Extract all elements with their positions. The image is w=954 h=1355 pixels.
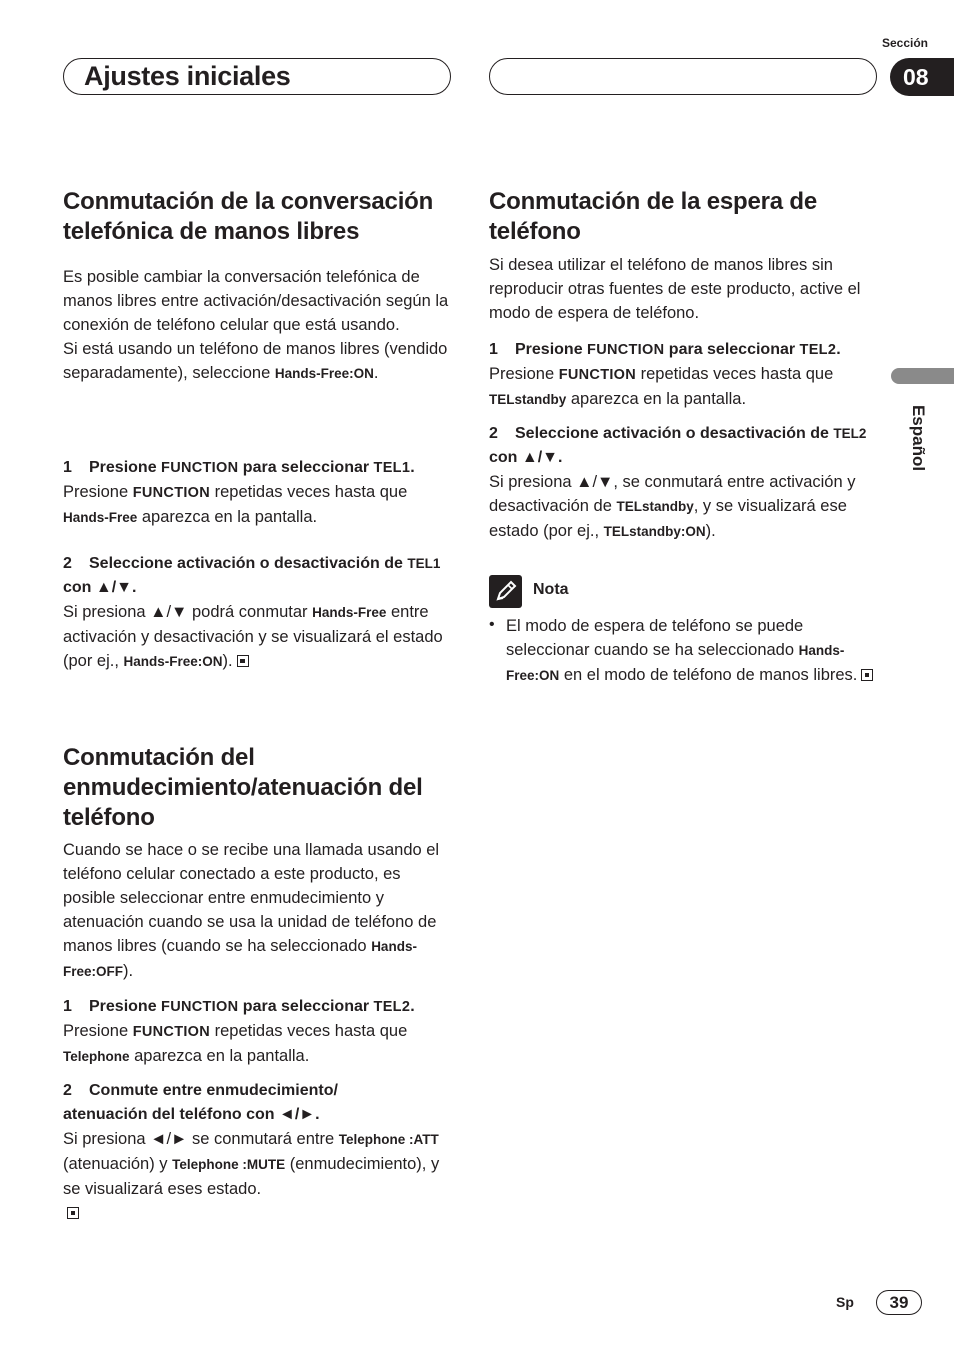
pencil-icon: [489, 575, 522, 608]
step-number: 2: [489, 425, 498, 442]
step-heading: [489, 338, 889, 362]
paragraph: [63, 1127, 449, 1225]
display-text: Hands-Free:ON: [274, 366, 374, 381]
display-text: Hands-Free:ON: [506, 643, 845, 683]
text: Si presiona ▲/▼, se conmutará entre activación y desactivación de: [489, 473, 856, 515]
step-number: 2: [63, 555, 72, 572]
display-text: TEL1: [407, 556, 441, 571]
step-heading: [63, 456, 455, 480]
display-text: Hands-Free:ON: [123, 654, 223, 669]
paragraph: [63, 838, 455, 984]
end-of-section-icon: [67, 1207, 79, 1219]
text: Presione: [89, 459, 162, 476]
display-text: Hands-Free: [63, 510, 138, 525]
step-number: 2: [63, 1082, 72, 1099]
display-text: TEL2: [373, 999, 411, 1015]
text: Si presiona ▲/▼ podrá conmutar: [63, 603, 313, 621]
paragraph: [63, 600, 455, 674]
bullet: •: [489, 616, 495, 633]
step-heading: [63, 995, 455, 1019]
footer-language-code: Sp: [836, 1294, 854, 1310]
text: para seleccionar: [664, 341, 800, 358]
display-text: TELstandby: [489, 392, 567, 407]
text: aparezca en la pantalla.: [129, 1047, 310, 1065]
text: , y se visualizará ese estado (por ej.,: [489, 497, 847, 540]
display-text: Hands-Free: [312, 605, 387, 620]
page-title: Ajustes iniciales: [84, 61, 291, 91]
paragraph: [63, 480, 455, 530]
text: El modo de espera de teléfono se puede seleccionar cuando se ha seleccionado: [506, 617, 804, 659]
text: con ▲/▼.: [489, 449, 563, 466]
note-pencil-icon: [489, 575, 522, 608]
paragraph: [63, 1019, 455, 1069]
display-text: TELstandby:ON: [603, 524, 706, 539]
text: repetidas veces hasta que: [210, 1022, 408, 1040]
end-of-section-icon: [237, 655, 249, 667]
button-name: FUNCTION: [132, 485, 211, 501]
text: Si está usando un teléfono de manos libres (vendido separadamente), seleccione: [63, 340, 448, 382]
text: Si presiona ◄/► se conmutará entre: [63, 1130, 339, 1148]
display-text: TEL2: [799, 342, 837, 358]
text: entre activación y desactivación y se visualizará el estado (por ej.,: [63, 603, 443, 670]
text: .: [410, 459, 415, 476]
display-text: TEL2: [833, 426, 867, 441]
text: ).: [222, 652, 233, 670]
text: aparezca en la pantalla.: [137, 508, 318, 526]
paragraph: [63, 265, 455, 386]
display-text: TEL1: [373, 460, 411, 476]
button-name: FUNCTION: [161, 460, 239, 476]
section-number-badge: [890, 58, 954, 96]
text: (enmudecimiento), y se visualizará eses estado.: [63, 1155, 440, 1198]
text: Cuando se hace o se recibe una llamada usando el teléfono celular conectado a este producto, es posible seleccionar entre enmudecimiento y atenuación cuando se usa la unidad de teléfono de manos libres (cuando se ha seleccionado: [63, 841, 440, 955]
text: aparezca en la pantalla.: [566, 390, 747, 408]
page-number: 39: [889, 1293, 909, 1312]
display-text: Telephone :MUTE: [172, 1157, 286, 1172]
text: Conmute entre enmudecimiento/ atenuación del teléfono con ◄/►.: [63, 1082, 338, 1123]
section-heading-mute: Conmutación del enmudecimiento/atenuación del teléfono: [63, 744, 423, 831]
text: en el modo de teléfono de manos libres.: [559, 666, 858, 684]
language-tab-label: Español: [909, 404, 928, 472]
paragraph: [489, 362, 881, 412]
step-heading: [63, 552, 455, 600]
display-text: Telephone :ATT: [338, 1132, 439, 1147]
text: Presione: [489, 365, 559, 383]
text: Presione: [89, 998, 162, 1015]
button-name: FUNCTION: [587, 342, 665, 358]
text: Presione: [63, 483, 133, 501]
text: Presione: [515, 341, 588, 358]
text: (atenuación) y: [63, 1155, 173, 1173]
display-text: Hands-Free:OFF: [63, 939, 417, 979]
button-name: FUNCTION: [161, 999, 239, 1015]
step-number: 1: [63, 998, 72, 1015]
paragraph: [489, 253, 881, 325]
text: con ▲/▼.: [63, 579, 137, 596]
button-name: FUNCTION: [558, 367, 637, 383]
text: para seleccionar: [238, 459, 374, 476]
text: .: [373, 364, 379, 382]
text: repetidas veces hasta que: [210, 483, 408, 501]
header-empty-box: [489, 58, 877, 95]
display-text: Telephone: [63, 1049, 130, 1064]
button-name: FUNCTION: [132, 1024, 211, 1040]
section-number: 08: [903, 64, 929, 90]
header-title-box: [63, 58, 451, 95]
note-text: [506, 614, 876, 688]
text: ).: [705, 522, 716, 540]
step-heading: [489, 422, 881, 470]
text: Seleccione activación o desactivación de: [89, 555, 408, 572]
language-tab-marker: [891, 368, 954, 384]
text: ).: [123, 962, 134, 980]
section-heading-handsfree: Conmutación de la conversación telefónica de manos libres: [63, 188, 434, 245]
note-title: Nota: [533, 581, 569, 598]
text: Es posible cambiar la conversación telefónica de manos libres entre activación/desactivación según la conexión de teléfono celular que está usando.: [63, 268, 449, 334]
step-number: 1: [63, 459, 72, 476]
text: .: [410, 998, 415, 1015]
end-of-section-icon: [861, 669, 873, 681]
step-number: 1: [489, 341, 498, 358]
page-number-badge: [876, 1290, 922, 1315]
text: repetidas veces hasta que: [636, 365, 834, 383]
section-label: Sección: [881, 36, 928, 50]
paragraph: [489, 470, 879, 544]
section-heading-standby: Conmutación de la espera de teléfono: [489, 188, 818, 245]
display-text: TELstandby: [616, 499, 694, 514]
text: Seleccione activación o desactivación de: [515, 425, 834, 442]
text: .: [836, 341, 841, 358]
text: para seleccionar: [238, 998, 374, 1015]
text: Si desea utilizar el teléfono de manos libres sin reproducir otras fuentes de este producto, active el modo de espera de teléfono.: [489, 256, 861, 322]
step-heading: [63, 1079, 393, 1127]
text: Presione: [63, 1022, 133, 1040]
